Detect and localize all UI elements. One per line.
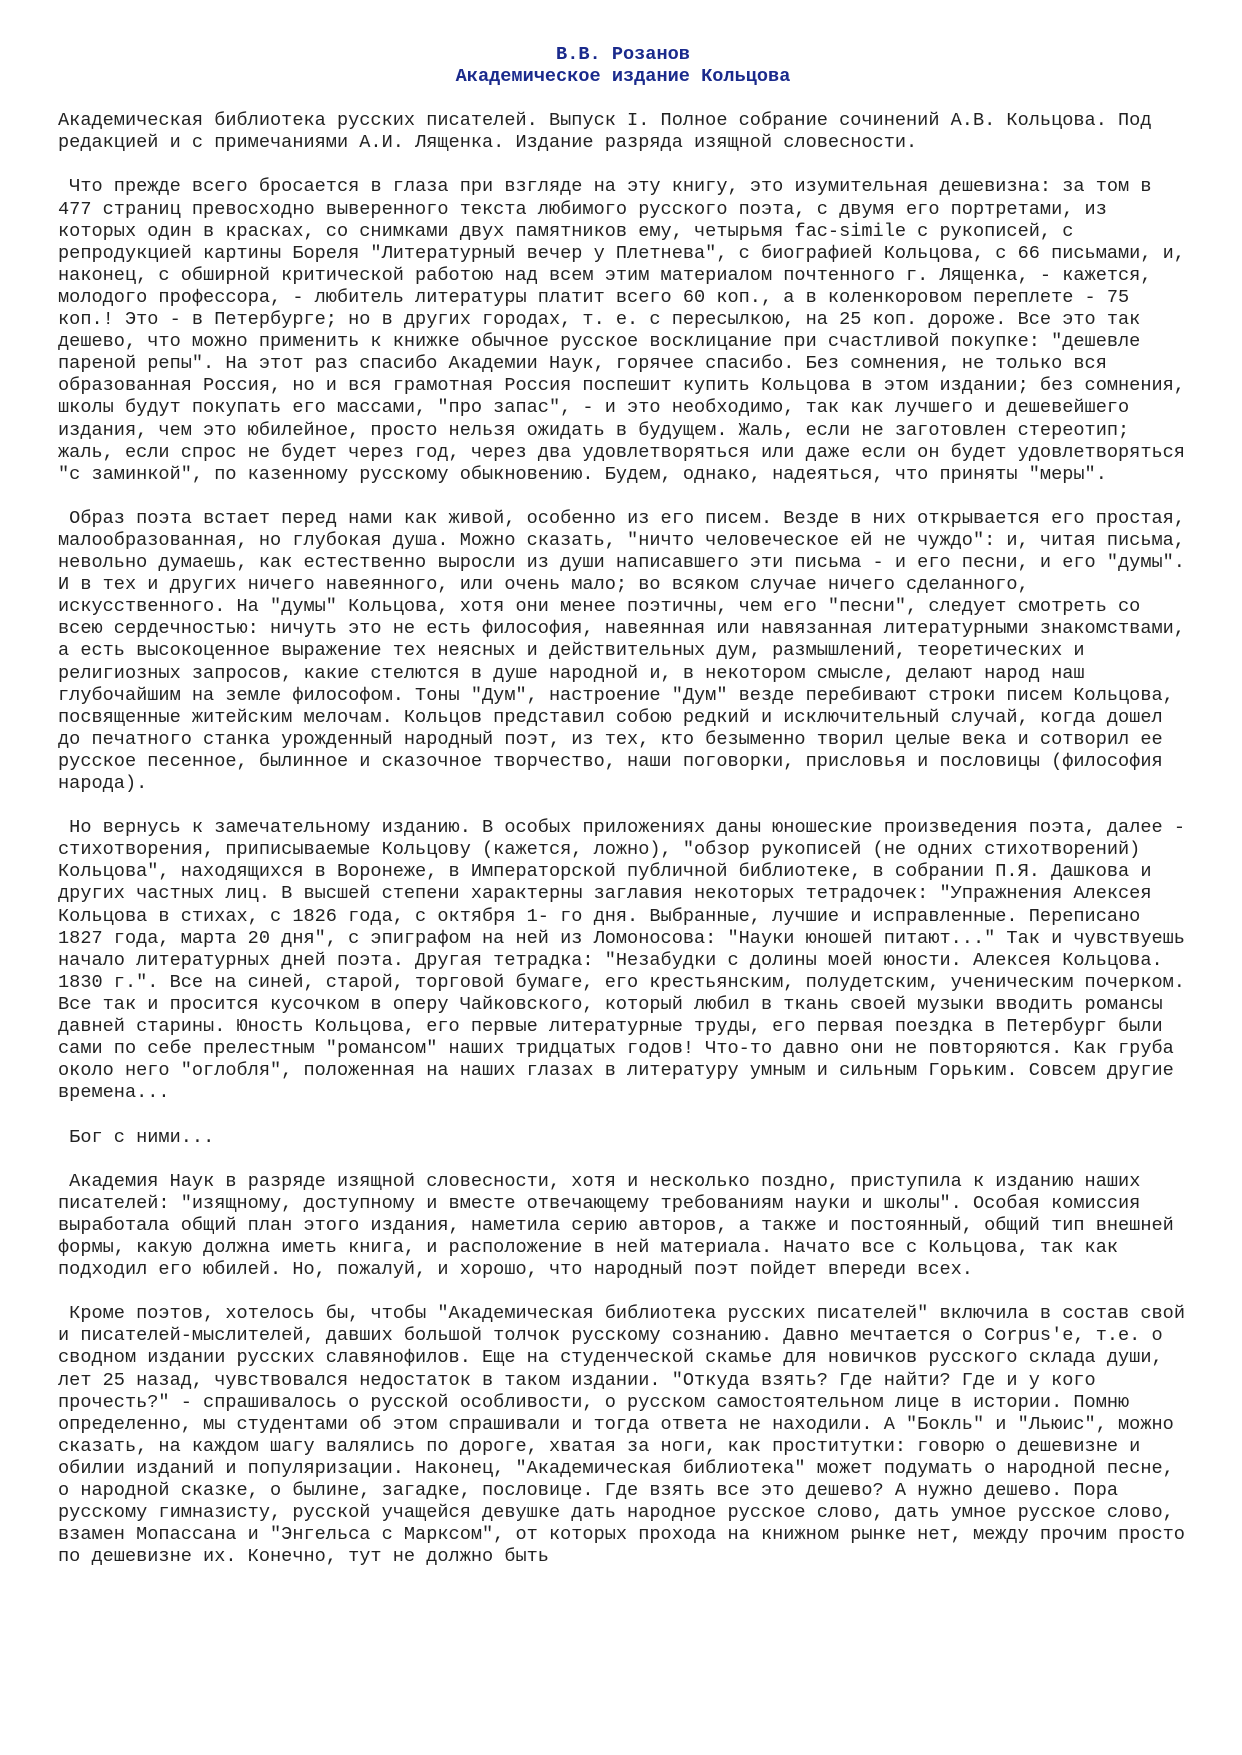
author-name: В.В. Розанов: [556, 44, 690, 65]
paragraph-appendices: Но вернусь к замечательному изданию. В особых приложениях даны юношеские произведения поэта, далее - стихотворения, приписываемые Кольцову (кажется, ложно), "обзор рукописей (не одних стихотворений) Кольцова", находящихся в Воронеже, в Императорской публичной библиотеке, в собрании П.Я. Дашкова и других частных лиц. В высшей степени характерны заглавия некоторых тетрадочек: "Упражнения Алексея Кольцова в стихах, с 1826 года, с октября 1- го дня. Выбранные, лучшие и исправленные. Переписано 1827 года, марта 20 дня", с эпиграфом на ней из Ломоносова: "Науки юношей питают..." Так и чувствуешь начало литературных дней поэта. Другая тетрадка: "Незабудки с долины моей юности. Алексея Кольцова. 1830 г.". Все на синей, старой, торговой бумаге, его крестьянским, полудетским, ученическим почерком. Все так и просится кусочком в оперу Чайковского, который любил в ткань своей музыки вводить романсы давней старины. Юность Кольцова, его первые литературные труды, его первая поездка в Петербург были сами по себе прелестным "романсом" наших тридцатых годов! Что-то давно они не повторяются. Как груба около него "оглобля", положенная на наших глазах в литературу умным и сильным Горьким. Совсем другие времена...: [58, 817, 1197, 1104]
paragraph-poet-image: Образ поэта встает перед нами как живой, особенно из его писем. Везде в них открывается его простая, малообразованная, но глубокая душа. Можно сказать, "ничто человеческое ей не чуждо": и, читая письма, невольно думаешь, как естественно выросли из души написавшего эти письма - и его песни, и его "думы". И в тех и других ничего навеянного, или очень мало; во всяком случае ничего сделанного, искусственного. На "думы" Кольцова, хотя они менее поэтичны, чем его "песни", следует смотреть со всею сердечностью: ничуть это не есть философия, навеянная или навязанная литературными знакомствами, а есть высокоценное выражение тех неясных и действительных дум, размышлений, теоретических и религиозных запросов, какие стелются в душе народной и, в некотором смысле, делают народ наш глубочайшим на земле философом. Тоны "Дум", настроение "Дум" везде перебивают строки писем Кольцова, посвященные житейским мелочам. Кольцов представил собою редкий и исключительный случай, когда дошел до печатного станка урожденный народный поэт, из тех, кто безыменно творил целые века и сотворил ее русское песенное, былинное и сказочное творчество, наши поговорки, присловья и пословицы (философия народа).: [58, 507, 1197, 794]
document-header: [58, 44, 1188, 88]
paragraph-thinkers: Кроме поэтов, хотелось бы, чтобы "Академическая библиотека русских писателей" включила в состав свой и писателей-мыслителей, давших большой толчок русскому сознанию. Давно мечтается о Corpus'е, т.е. о сводном издании русских славянофилов. Еще на студенческой скамье для новичков русского склада души, лет 25 назад, чувствовался недостаток в таком издании. "Откуда взять? Где найти? Где и у кого прочесть?" - спрашивалось о русской особливости, о русском самостоятельном лице в истории. Помню определенно, мы студентами об этом спрашивали и тогда ответа не находили. А "Бокль" и "Льюис", можно сказать, на каждом шагу валялись по дороге, хватая за ноги, как проститутки: говорю о дешевизне и обилии изданий и популяризации. Наконец, "Академическая библиотека" может подумать о народной песне, о народной сказке, о былине, загадке, пословице. Где взять все это дешево? А нужно дешево. Пора русскому гимназисту, русской учащейся девушке дать народное русское слово, дать умное русское слово, взамен Мопассана и "Энгельса с Марксом", от которых прохода на книжном рынке нет, между прочим просто по дешевизне их. Конечно, тут не должно быть: [58, 1303, 1197, 1568]
document-page: [58, 44, 1197, 1590]
paragraph-short: Бог с ними...: [58, 1126, 215, 1148]
article-title: Академическое издание Кольцова: [455, 66, 791, 88]
paragraph-intro: Академическая библиотека русских писателей. Выпуск I. Полное собрание сочинений А.В. Кольцова. Под редакцией и с примечаниями А.И. Лященка. Издание разряда изящной словесности.: [58, 110, 1163, 154]
paragraph-cheapness: Что прежде всего бросается в глаза при взгляде на эту книгу, это изумительная дешевизна: за том в 477 страниц превосходно выверенного текста любимого русского поэта, с двумя его портретами, из которых один в красках, со снимками двух памятников ему, четырьмя fac-simile с рукописей, с репродукцией картины Бореля "Литературный вечер у Плетнева", с биографией Кольцова, с 66 письмами, и, наконец, с обширной критической работою над всем этим материалом почтенного г. Лященка, - кажется, молодого профессора, - любитель литературы платит всего 60 коп., а в коленкоровом переплете - 75 коп.! Это - в Петербурге; но в других городах, т. е. с пересылкою, на 25 коп. дороже. Все это так дешево, что можно применить к книжке обычное русское восклицание при счастливой покупке: "дешевле пареной репы". На этот раз спасибо Академии Наук, горячее спасибо. Без сомнения, не только вся образованная Россия, но и вся грамотная Россия поспешит купить Кольцова в этом издании; без сомнения, школы будут покупать его массами, "про запас", - и это необходимо, так как лучшего и дешевейшего издания, чем это юбилейное, просто нельзя ожидать в будущем. Жаль, если не заготовлен стереотип; жаль, если спрос не будет через год, через два удовлетворяться или даже если он будет удовлетворяться "с заминкой", по казенному русскому обыкновению. Будем, однако, надеяться, что приняты "меры".: [58, 176, 1197, 485]
paragraph-academy: Академия Наук в разряде изящной словесности, хотя и несколько поздно, приступила к изданию наших писателей: "изящному, доступному и вместе отвечающему требованиям науки и школы". Особая комиссия выработала общий план этого издания, наметила серию авторов, а также и постоянный, общий тип внешней формы, какую должна иметь книга, и расположение в ней материала. Начато все с Кольцова, так как подходил его юбилей. Но, пожалуй, и хорошо, что народный поэт пойдет впереди всех.: [58, 1170, 1185, 1281]
